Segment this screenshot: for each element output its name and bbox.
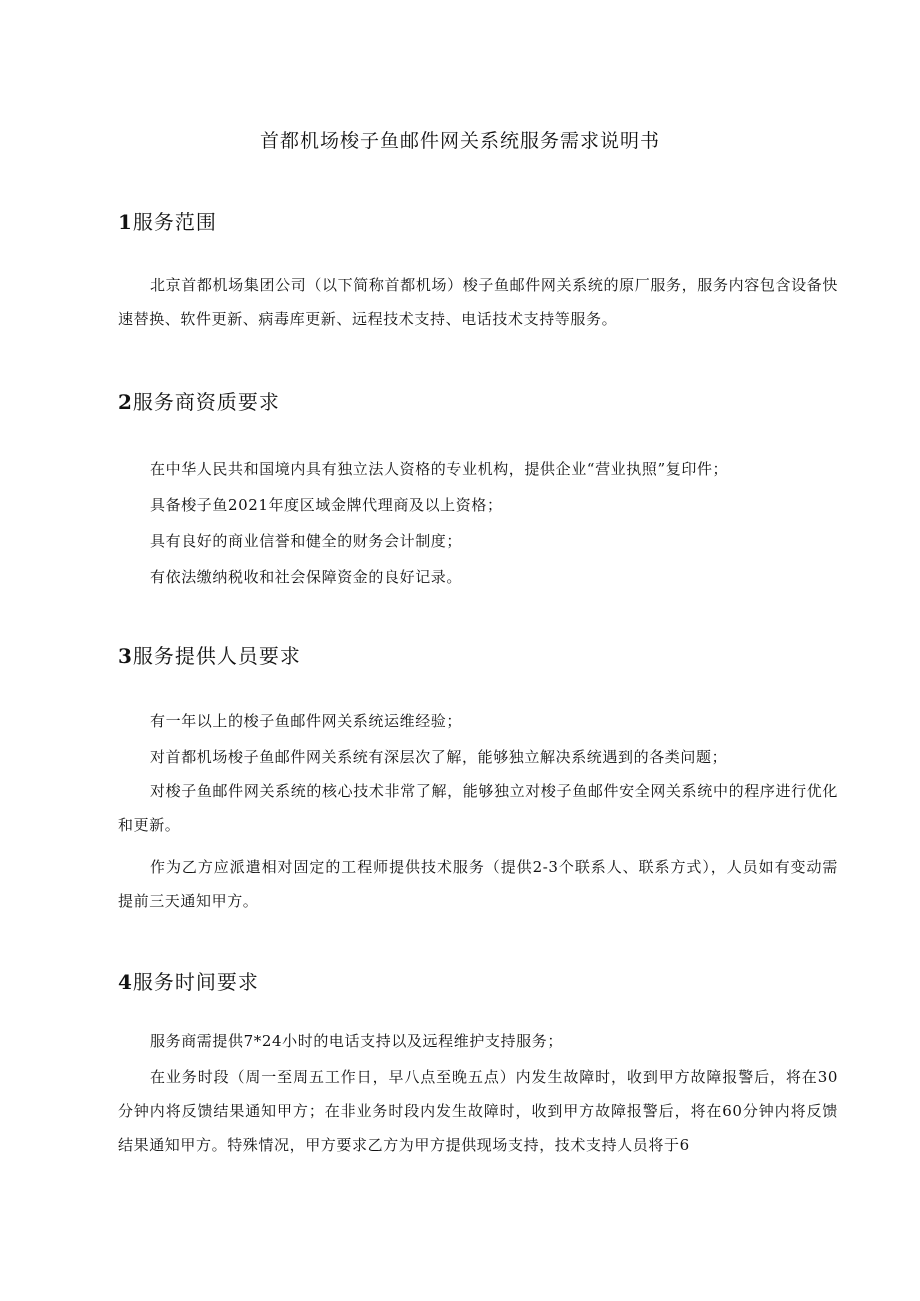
document-title: 首都机场梭子鱼邮件网关系统服务需求说明书 — [259, 130, 660, 152]
section-title: 服务提供人员要求 — [132, 644, 301, 668]
section-title: 服务时间要求 — [132, 970, 259, 994]
paragraph: 对首都机场梭子鱼邮件网关系统有深层次了解，能够独立解决系统遇到的各类问题； — [150, 748, 728, 766]
paragraph: 北京首都机场集团公司（以下简称首都机场）梭子鱼邮件网关系统的原厂服务，服务内容包含设备快速替换、软件更新、病毒库更新、远程技术支持、电话技术支持等服务。 — [118, 276, 838, 328]
paragraph: 作为乙方应派遣相对固定的工程师提供技术服务（提供2-3个联系人、联系方式），人员如有变动需提前三天通知甲方。 — [118, 858, 838, 910]
section-title: 服务范围 — [132, 210, 217, 234]
paragraph: 具备梭子鱼2021年度区域金牌代理商及以上资格； — [150, 496, 503, 514]
paragraph: 在业务时段（周一至周五工作日，早八点至晚五点）内发生故障时，收到甲方故障报警后，将在30分钟内将反馈结果通知甲方；在非业务时段内发生故障时，收到甲方故障报警后，将在60分钟内将反馈结果通知甲方。特殊情况，甲方要求乙方为甲方提供现场支持，技术支持人员将于6 — [118, 1068, 838, 1154]
paragraph: 在中华人民共和国境内具有独立法人资格的专业机构，提供企业“营业执照”复印件； — [150, 460, 729, 478]
paragraph: 对梭子鱼邮件网关系统的核心技术非常了解，能够独立对梭子鱼邮件安全网关系统中的程序进行优化和更新。 — [118, 782, 838, 834]
section-heading-3 — [118, 640, 301, 669]
section-number: 3 — [118, 644, 133, 668]
section-heading-4 — [118, 966, 259, 995]
section-number: 4 — [118, 970, 133, 994]
paragraph: 有一年以上的梭子鱼邮件网关系统运维经验； — [150, 712, 463, 730]
section-heading-1 — [118, 206, 217, 235]
section-number: 2 — [118, 390, 133, 414]
paragraph: 服务商需提供7*24小时的电话支持以及远程维护支持服务； — [150, 1032, 563, 1050]
section-number: 1 — [118, 210, 133, 234]
paragraph: 具有良好的商业信誉和健全的财务会计制度； — [150, 532, 463, 550]
section-title: 服务商资质要求 — [132, 390, 280, 414]
paragraph: 有依法缴纳税收和社会保障资金的良好记录。 — [150, 568, 463, 586]
section-heading-2 — [118, 386, 280, 415]
